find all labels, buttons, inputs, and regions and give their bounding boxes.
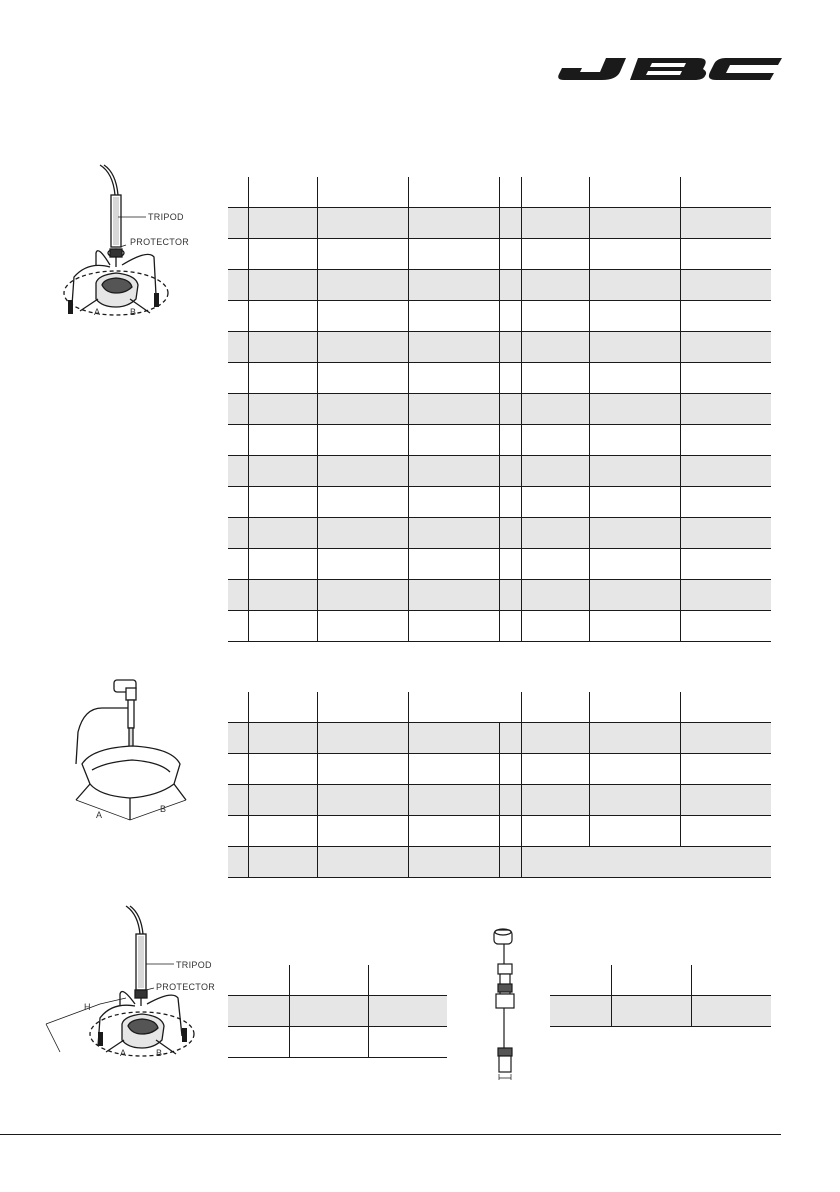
table-row — [228, 518, 771, 549]
protector-label: PROTECTOR — [130, 237, 190, 247]
protector-label: PROTECTOR — [156, 982, 216, 992]
table-row — [228, 611, 771, 642]
table-row — [228, 208, 771, 239]
dim-h-label: H — [84, 1002, 91, 1012]
table-3-header-row — [228, 965, 447, 996]
jbc-logo — [556, 58, 784, 80]
table-row — [228, 332, 771, 363]
tripod-figure-3 — [40, 906, 220, 1076]
table-1 — [228, 177, 771, 642]
table-2 — [228, 692, 771, 878]
table-row — [228, 847, 771, 878]
table-row — [228, 723, 771, 754]
dim-b-label: B — [156, 1048, 163, 1058]
tripod-figure-1 — [58, 165, 208, 345]
table-row — [228, 785, 771, 816]
table-1-header-row — [228, 177, 771, 208]
tripod-label: TRIPOD — [176, 960, 212, 970]
dim-b-label: B — [160, 804, 167, 814]
table-row — [228, 996, 447, 1027]
table-row — [228, 394, 771, 425]
table-row — [228, 487, 771, 518]
table-row — [228, 301, 771, 332]
support-figure-2 — [62, 672, 192, 832]
table-row — [228, 549, 771, 580]
extractor-figure-4 — [484, 924, 534, 1084]
table-row — [228, 363, 771, 394]
footer-rule — [0, 1134, 781, 1135]
table-3 — [228, 965, 447, 1058]
dim-a-label: A — [96, 810, 103, 820]
table-row — [228, 270, 771, 301]
dim-a-label: A — [94, 307, 101, 317]
table-4 — [550, 965, 771, 1027]
table-row — [228, 754, 771, 785]
tripod-label: TRIPOD — [148, 212, 184, 222]
table-row — [550, 996, 771, 1027]
table-row — [228, 239, 771, 270]
table-4-header-row — [550, 965, 771, 996]
table-row — [228, 580, 771, 611]
table-row — [228, 1027, 447, 1058]
dim-b-label: B — [130, 307, 137, 317]
dim-a-label: A — [120, 1048, 127, 1058]
table-row — [228, 816, 771, 847]
table-row — [228, 456, 771, 487]
table-row — [228, 425, 771, 456]
table-2-header-row — [228, 692, 771, 723]
